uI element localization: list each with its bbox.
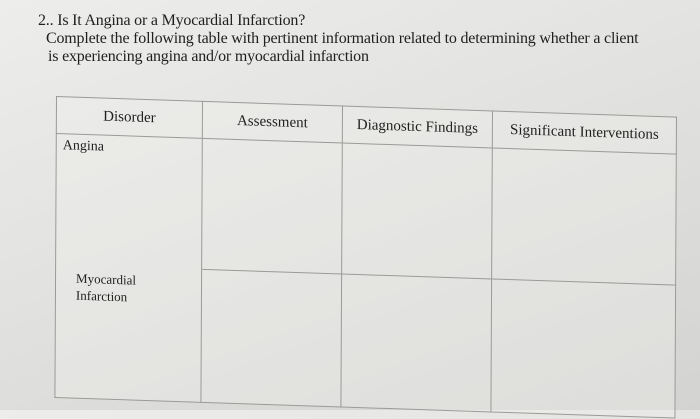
row-label-myocardial-infarction: Myocardial Infarction bbox=[75, 270, 137, 305]
row-label-angina: Angina bbox=[62, 138, 104, 155]
interventions-cell[interactable] bbox=[491, 279, 676, 418]
question-title: 2.. Is It Angina or a Myocardial Infarction? bbox=[38, 12, 306, 29]
interventions-cell[interactable] bbox=[492, 148, 677, 285]
disorder-cell bbox=[56, 134, 203, 270]
header-significant-interventions: Significant Interventions bbox=[492, 111, 676, 154]
table-row bbox=[56, 134, 677, 286]
assessment-cell[interactable] bbox=[201, 269, 342, 407]
table-container bbox=[55, 96, 676, 399]
table-row bbox=[55, 264, 676, 418]
header-disorder: Disorder bbox=[56, 97, 202, 139]
header-diagnostic-findings: Diagnostic Findings bbox=[342, 106, 492, 148]
assessment-cell[interactable] bbox=[202, 138, 343, 274]
diagnostic-findings-cell[interactable] bbox=[342, 143, 493, 279]
instructions-line-2: is experiencing angina and/or myocardial infarction bbox=[48, 48, 369, 65]
instructions-line-1: Complete the following table with pertinent information related to determining whether a client bbox=[46, 30, 639, 47]
disorder-cell bbox=[55, 264, 202, 402]
header-assessment: Assessment bbox=[202, 101, 342, 143]
diagnostic-findings-cell[interactable] bbox=[341, 274, 492, 412]
comparison-table bbox=[54, 96, 677, 419]
worksheet-heading bbox=[38, 12, 688, 66]
